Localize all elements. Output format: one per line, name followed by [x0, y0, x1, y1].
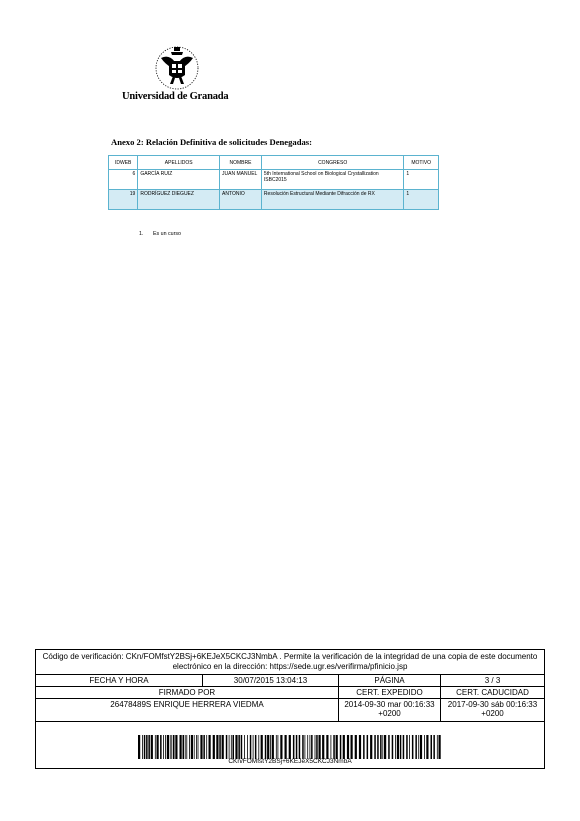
barcode-bar	[302, 735, 304, 759]
table-row	[109, 170, 439, 190]
barcode-bar	[384, 735, 386, 759]
barcode-bar	[418, 735, 419, 759]
university-name: Universidad de Granada	[122, 91, 229, 102]
barcode-bar	[226, 735, 228, 759]
barcode-bar	[340, 735, 342, 759]
barcode-bar	[412, 735, 414, 759]
expedido-label: CERT. EXPEDIDO	[339, 687, 441, 698]
barcode-bar	[433, 735, 435, 759]
barcode-bar	[186, 735, 187, 759]
barcode-bar	[157, 735, 159, 759]
barcode-bar	[216, 735, 218, 759]
verification-code-text: Código de verificación: CKn/FOMfstY2BSj+6KEJeX5CKCJ3NmbA . Permite la verificación de la integridad de una copia de este documento electrónico en la dirección: https://sede.ugr.es/verifirma/pfinicio.jsp	[42, 652, 538, 671]
barcode-bar	[409, 735, 410, 759]
cell-motivo: 1	[404, 170, 439, 190]
col-header-nombre: NOMBRE	[220, 156, 262, 170]
barcode-bar	[316, 735, 318, 759]
barcode-bar	[395, 735, 396, 759]
barcode-bar	[255, 735, 257, 759]
barcode-bar	[267, 735, 269, 759]
barcode-bar	[403, 735, 405, 759]
barcode-bar	[311, 735, 313, 759]
barcode-bar	[194, 735, 195, 759]
barcode-bar	[200, 735, 202, 759]
pagina-value: 3 / 3	[484, 676, 501, 685]
barcode-bar	[347, 735, 349, 759]
cell-nombre: JUAN MANUEL	[220, 170, 262, 190]
cell-motivo: 1	[404, 190, 439, 210]
barcode-bar	[426, 735, 428, 759]
barcode-bar	[400, 735, 402, 759]
footnote-text: Es un curso	[153, 231, 181, 237]
barcode-bar	[289, 735, 291, 759]
col-header-motivo: MOTIVO	[404, 156, 439, 170]
date-page-row	[36, 675, 544, 687]
barcode-bar	[406, 735, 408, 759]
barcode-bar	[265, 735, 267, 759]
barcode-bar	[331, 735, 332, 759]
cell-idweb: 6	[109, 170, 138, 190]
barcode-bar	[247, 735, 248, 759]
barcode-bar	[392, 735, 394, 759]
barcode-bar	[185, 735, 186, 759]
barcode-bar	[165, 735, 166, 759]
barcode-bar	[241, 735, 243, 759]
barcode-bar	[180, 735, 182, 759]
barcode-bar	[231, 735, 232, 759]
cell-congreso: 5th International School on Biological Crystallization ISBC2015	[261, 170, 403, 190]
barcode-bar	[213, 735, 215, 759]
barcode-bar	[397, 735, 399, 759]
university-crest-logo	[151, 44, 203, 92]
barcode-bar	[359, 735, 361, 759]
fecha-label: FECHA Y HORA	[36, 675, 203, 686]
barcode-bar	[280, 735, 282, 759]
cell-nombre: ANTONIO	[220, 190, 262, 210]
barcode-bar	[219, 735, 221, 759]
signature-labels-row	[36, 687, 544, 699]
col-header-idweb: IDWEB	[109, 156, 138, 170]
cell-apellidos: RODRÍGUEZ DIEGUEZ	[138, 190, 220, 210]
fecha-value: 30/07/2015 13:04:13	[203, 675, 339, 686]
barcode-bar	[336, 735, 338, 759]
barcode-bar	[315, 735, 316, 759]
barcode-bar	[196, 735, 197, 759]
barcode-bar	[142, 735, 143, 759]
barcode-bar	[167, 735, 169, 759]
barcode-bar	[285, 735, 287, 759]
barcode-bar	[173, 735, 175, 759]
barcode-bar	[437, 735, 438, 759]
barcode-bar	[155, 735, 156, 759]
barcode-bar	[307, 735, 308, 759]
barcode-bar	[222, 735, 224, 759]
barcode-bar	[170, 735, 171, 759]
barcode-bar	[377, 735, 379, 759]
barcode-bar	[253, 735, 254, 759]
cell-apellidos: GARCÍA RUIZ	[138, 170, 220, 190]
caducidad-label: CERT. CADUCIDAD	[456, 688, 529, 697]
barcode-bar	[276, 735, 277, 759]
barcode-bar	[151, 735, 153, 759]
barcode-bar	[235, 735, 237, 759]
barcode-bar	[171, 735, 172, 759]
barcode-bar	[238, 735, 240, 759]
barcode-bar	[439, 735, 441, 759]
cell-congreso: Resolución Estructural Mediante Difracción de RX	[261, 190, 403, 210]
barcode-bar	[374, 735, 376, 759]
barcode-bar	[431, 735, 433, 759]
footnote	[139, 231, 181, 237]
barcode-bar	[229, 735, 230, 759]
verification-box	[35, 649, 545, 769]
annex-title: Anexo 2: Relación Definitiva de solicitudes Denegadas:	[111, 137, 312, 147]
barcode-bar	[424, 735, 425, 759]
barcode-bar	[148, 735, 150, 759]
verification-code-row	[36, 650, 544, 675]
barcode-bar	[420, 735, 422, 759]
table-header-row	[109, 156, 439, 170]
barcode-bar	[258, 735, 259, 759]
barcode-bar	[388, 735, 390, 759]
barcode-bar	[343, 735, 345, 759]
barcode-bar	[175, 735, 177, 759]
barcode-bar	[163, 735, 164, 759]
barcode-bar	[351, 735, 353, 759]
cell-idweb: 19	[109, 190, 138, 210]
footnote-number: 1.	[139, 231, 144, 237]
barcode-bar	[203, 735, 205, 759]
barcode-bar	[244, 735, 245, 759]
barcode-bar	[138, 735, 140, 759]
barcode-bar	[319, 735, 321, 759]
barcode-bar	[189, 735, 190, 759]
barcode-text: CKn/FOMfstY2BSj+6KEJeX5CKCJ3NmbA	[228, 758, 352, 765]
barcode-bar	[370, 735, 372, 759]
barcode-bar	[183, 735, 185, 759]
barcode-bar	[272, 735, 274, 759]
barcode-bar	[278, 735, 279, 759]
table-row	[109, 190, 439, 210]
barcode-bar	[355, 735, 357, 759]
barcode-bar	[310, 735, 311, 759]
barcode-bar	[261, 735, 263, 759]
barcode-bar	[367, 735, 369, 759]
barcode-bar	[198, 735, 199, 759]
barcode-bar	[250, 735, 252, 759]
barcode-bar	[233, 735, 235, 759]
barcode-bar	[160, 735, 162, 759]
col-header-apellidos: APELLIDOS	[138, 156, 220, 170]
barcode-bar	[296, 735, 298, 759]
barcode-bar	[293, 735, 295, 759]
barcode-bar	[380, 735, 382, 759]
barcode-bar	[206, 735, 207, 759]
barcode-bar	[322, 735, 324, 759]
barcode-bar	[299, 735, 301, 759]
barcode-bar	[270, 735, 271, 759]
barcode-bar	[305, 735, 306, 759]
barcode-bar	[209, 735, 211, 759]
firmado-label: FIRMADO POR	[36, 687, 339, 698]
barcode-bar	[191, 735, 193, 759]
barcode-bar	[144, 735, 146, 759]
barcode-image	[138, 735, 444, 759]
col-header-congreso: CONGRESO	[261, 156, 403, 170]
barcode-bar	[415, 735, 417, 759]
barcode-bar	[333, 735, 335, 759]
expedido-value: 2014-09-30 mar 00:16:33 +0200	[339, 699, 441, 721]
barcode-bar	[146, 735, 148, 759]
signature-values-row	[36, 699, 544, 722]
barcode-bar	[382, 735, 383, 759]
barcode-bar	[326, 735, 328, 759]
caducidad-value: 2017-09-30 sáb 00:16:33 +0200	[447, 700, 538, 718]
denied-requests-table	[108, 155, 439, 210]
pagina-label: PÁGINA	[339, 675, 441, 686]
signer-name: 26478489S ENRIQUE HERRERA VIEDMA	[36, 699, 339, 721]
barcode-bar	[363, 735, 365, 759]
